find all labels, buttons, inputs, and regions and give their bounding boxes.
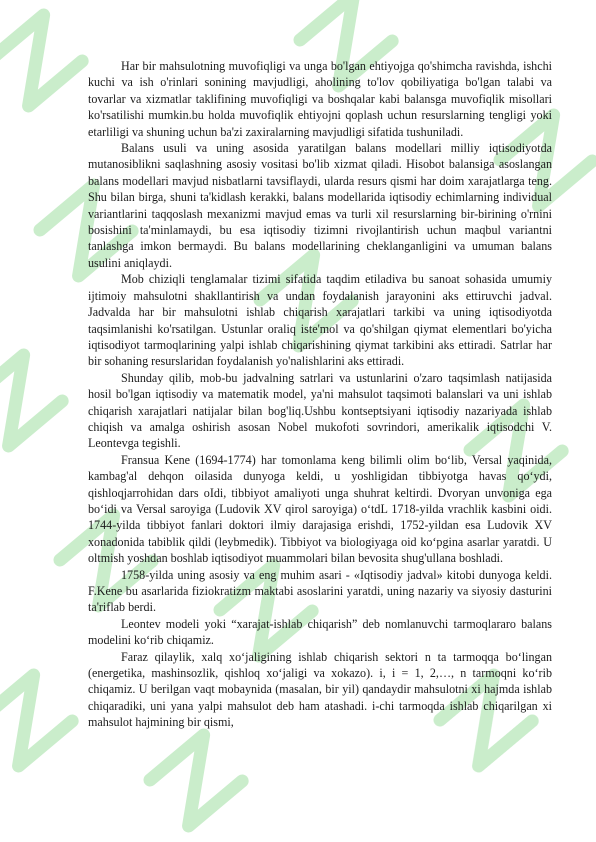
paragraph: Balans usuli va uning asosida yaratilgan balans modellari milliy iqtisodiyotda mutanosiblikni saqlashning asosiy vositasi bo'lib xizmat qiladi. Hisobot balansiga asoslangan balans modellari mavjud nisbatlarni tavsiflaydi, ularda resurs qismi har doim xarajatlarga teng. Shu bilan birga, shuni ta'kidlash kerakki, balans modellarida iqtisodiy echimlarning individual variantlarini taqqoslash mexanizmi mavjud emas va turli xil resurslarning bir-birining o'rnini bosishini ta'minlamaydi, bu esa iqtisodiy tizimni rivojlantirish uchun maqbul variantni tanlashga imkon bermaydi. Bu balans modellarining cheklanganligini va umuman balans usulini aniqlaydi. xyxy=(88,141,552,270)
paragraph: Leontev modeli yoki “xarajat-ishlab chiqarish” deb nomlanuvchi tarmoqlararo balans modelini ko‘rib chiqamiz. xyxy=(88,616,552,648)
paragraph: Har bir mahsulotning muvofiqligi va unga bo'lgan ehtiyojga qo'shimcha ravishda, ishchi kuchi va ish o'rinlari sonining mavjudligi, aholining to'lov qobiliyatiga bo'lgan talabi va tovarlar va xizmatlar taklifining muvofiqligi va boshqalar kabi balansga muvofiqlik misollari ko'rsatilishi mumkin.bu holda muvofiqlik ehtiyojni qoplash uchun resurslarning tengligi yoki etarliligi va shuning uchun ba'zi zaxiralarning mavjudligi sifatida tushuniladi. xyxy=(88,59,552,139)
watermark-glyph xyxy=(0,355,62,446)
paragraph: 1758-yilda uning asosiy va eng muhim asari - «Iqtisodiy jadval» kitobi dunyoga keldi. F.Kene bu asarlarida fiziokratizm maktabi asoslarini yaratdi, uning nazariy va siyosiy dasturini ta'riflab berdi. xyxy=(88,567,552,615)
watermark-glyph xyxy=(0,15,82,106)
paragraph: Faraz qilaylik, xalq xo‘jaligining ishlab chiqarish sektori n ta tarmoqqa bo‘lingan (energetika, mashinsozlik, qishloq xo‘jaligi va xokazo). i, i = 1, 2,…, n tarmoqni ko‘rib chiqamiz. U berilgan vaqt mobaynida (masalan, bir yil) qandaydir mahsulotni xi hajmda ishlab chiqaradiki, uni yana yalpi mahsulot deb ham atashadi. i-chi tarmoqda ishlab chiqarilgan xi mahsulot hajmining bir qismi, xyxy=(88,649,552,730)
paragraph: Shunday qilib, mob-bu jadvalning satrlari va ustunlarini o'zaro taqsimlash natijasida hosil bo'lgan iqtisodiy va matematik model, ya'ni mahsulot taqsimoti balanslari va uni ishlab chiqarish xarajatlari natijalar bilan bog'liq.Ushbu kontseptsiyani iqtisodiy nazariyada ishlab chiqish va amalga oshirish asosan Nobel mukofoti sovrindori, amerikalik iqtisodchi V. Leontevga tegishli. xyxy=(88,370,552,451)
body-text xyxy=(88,58,552,731)
paragraph: Fransua Kene (1694-1774) har tomonlama keng bilimli olim bo‘lib, Versal yaqinida, kambag'al dehqon oilasida dunyoga keldi, u yoshligidan tibbiyotga havas qo‘ydi, qishloqjarrohidan dars oIdi, tibbiyot amaliyoti unga shuhrat keltirdi. Dvoryan unvoniga ega bo‘idi va Versal saroyiga (Ludovik XV qirol saroyiga) o‘tdL 1718-yilda vrachlik kasbini oidi. 1744-yilda tibbiyot fanlari doktori ilmiy darajasiga erishdi, 1752-yildan esa Ludovik XV xonadonida tabiblik qildi (leybmedik). Tibbiyot va biologiyaga oid ko‘pgina asarlar yaratdi. U oltmish yoshdan boshlab iqtisodiyot muammolari bilan bevosita shug'ullana boshladi. xyxy=(88,452,552,566)
watermark-glyph xyxy=(0,675,72,766)
paragraph: Mob chiziqli tenglamalar tizimi sifatida taqdim etiladiva bu sanoat sohasida umumiy ijtimoiy mahsulotni shakllantirish va undan foydalanish jarayonini aks ettiruvchi jadval. Jadvalda har bir mahsulotni ishlab chiqarish xarajatlari tarkibi va uning iqtisodiyotda taqsimlanishi ko'rsatilgan. Ustunlar oraliq iste'mol va qo'shilgan qiymat elementlari bo'yicha iqtisodiyot tarmoqlarining yalpi ishlab chiqarishining qiymat tarkibini aks ettiradi. Satrlar har bir sohaning resurslaridan foydalanish yo'nalishlarini aks ettiradi. xyxy=(88,272,552,369)
watermark-glyph xyxy=(150,735,242,826)
